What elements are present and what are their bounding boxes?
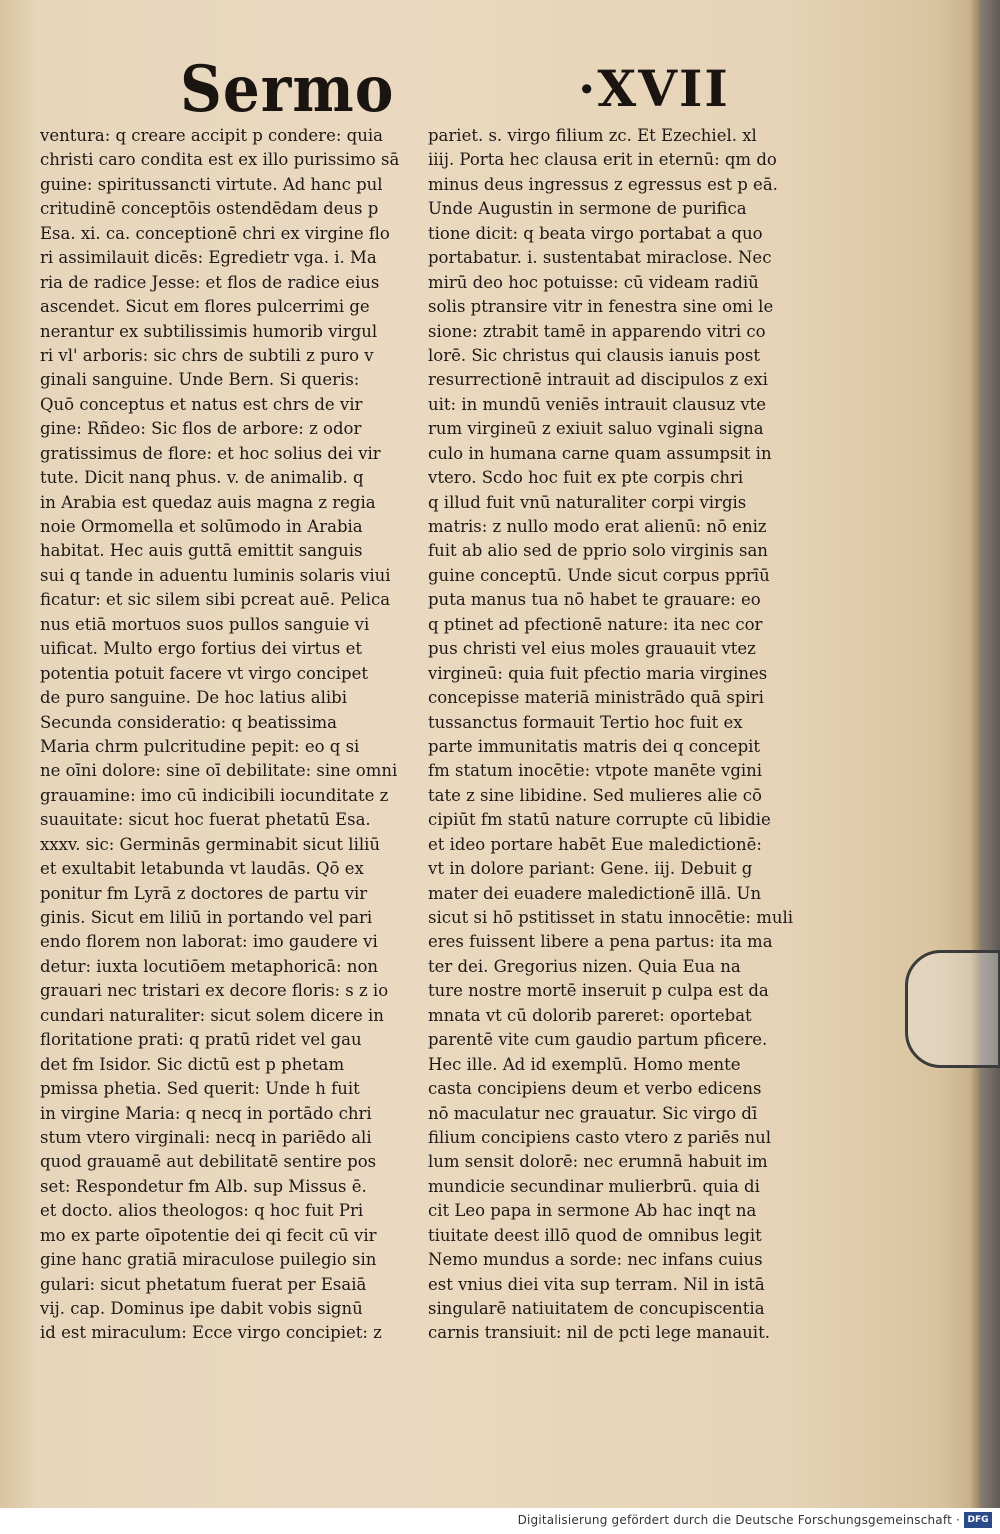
text-line: nerantur ex subtilissimis humorib virgul [40,321,378,341]
text-line: puta manus tua nō habet te grauare: eo [428,590,761,610]
text-line: cundari naturaliter: sicut solem dicere in [40,1005,384,1025]
text-line: est vnius diei vita sup terram. Nil in istā [428,1274,765,1294]
text-line: ventura: q creare accipit p condere: quia [40,126,383,145]
text-line: mnata vt cū dolorib pareret: oportebat [428,1005,752,1025]
text-line: tute. Dicit nanq phus. v. de animalib. q [40,468,364,488]
sermon-number: ·XVII [578,59,730,118]
text-line: casta concipiens deum et verbo edicens [428,1079,762,1099]
text-line: ria de radice Jesse: et flos de radice eius [40,272,380,292]
text-line: tate z sine libidine. Sed mulieres alie cō [428,785,762,805]
text-line: ture nostre mortē inseruit p culpa est da [428,981,769,1001]
text-line: rum virgineū z exiuit saluo vginali signa [428,419,764,439]
text-line: guine conceptū. Unde sicut corpus pprīū [428,565,770,585]
text-line: uit: in mundū veniēs intrauit clausuz vte [428,394,767,414]
text-line: q illud fuit vnū naturaliter corpi virgis [428,492,747,512]
text-line: in virgine Maria: q necq in portādo chri [40,1103,372,1123]
text-line: habitat. Hec auis guttā emittit sanguis [40,541,363,561]
text-line: solis ptransire vitr in fenestra sine omi le [428,297,774,317]
text-line: fuit ab alio sed de pprio solo virginis san [428,541,768,561]
text-line: ri vl' arboris: sic chrs de subtili z puro v [40,345,374,365]
text-line: Maria chrm pulcritudine pepit: eo q si [40,736,360,756]
text-line: virgineū: quia fuit pfectio maria virgines [428,663,768,683]
text-line: cipiūt fm statū nature corrupte cū libidie [428,810,771,830]
text-line: Nemo mundus a sorde: nec infans cuius [428,1250,763,1270]
text-line: Hec ille. Ad id exemplū. Homo mente [428,1054,741,1074]
text-line: Esa. xi. ca. conceptionē chri ex virgine flo [40,223,390,243]
text-line: q ptinet ad pfectionē nature: ita nec cor [428,614,763,634]
text-line: parentē vite cum gaudio partum pficere. [428,1030,768,1050]
text-line: et ideo portare habēt Eue maledictionē: [428,834,762,854]
text-line: uificat. Multo ergo fortius dei virtus et [40,639,362,659]
text-line: de puro sanguine. De hoc latius alibi [40,688,347,708]
text-line: suauitate: sicut hoc fuerat phetatū Esa. [40,810,371,830]
running-head: Sermo [180,51,395,127]
text-line: carnis transiuit: nil de pcti lege manauit. [428,1323,770,1343]
text-line: endo florem non laborat: imo gaudere vi [40,932,378,952]
text-line: christi caro condita est ex illo purissimo sā [40,150,400,170]
text-line: culo in humana carne quam assumpsit in [428,443,772,463]
digitization-footer [0,1508,1000,1534]
text-line: quod grauamē aut debilitatē sentire pos [40,1152,377,1172]
text-line: ginis. Sicut em liliū in portando vel pari [40,908,373,927]
text-line: det fm Isidor. Sic dictū est p phetam [40,1054,345,1074]
text-line: mirū deo hoc potuisse: cū videam radiū [428,272,759,292]
text-line: concepisse materiā ministrādo quā spiri [428,688,764,708]
text-line: in Arabia est quedaz auis magna z regia [40,492,376,512]
text-line: iiij. Porta hec clausa erit in eternū: qm do [428,150,777,170]
text-line: mo ex parte oīpotentie dei qi fecit cū vir [40,1225,377,1245]
text-line: vij. cap. Dominus ipe dabit vobis signū [40,1299,363,1318]
text-line: fm statum inocētie: vtpote manēte vgini [428,761,763,781]
text-line: mater dei euadere maledictionē illā. Un [428,883,762,903]
text-line: pus christi vel eius moles grauauit vtez [428,639,756,659]
right-text-column [428,124,820,1346]
text-line: stum vtero virginali: necq in pariēdo ali [40,1127,372,1147]
text-line: gratissimus de flore: et hoc solius dei vir [40,443,381,463]
text-line: minus deus ingressus z egressus est p eā. [428,174,778,194]
text-line: filium concipiens casto vtero z pariēs nul [428,1127,771,1147]
text-line: ficatur: et sic silem sibi pcreat auē. Pelica [40,590,391,610]
text-line: ter dei. Gregorius nizen. Quia Eua na [428,956,741,976]
text-line: id est miraculum: Ecce virgo concipiet: z [40,1323,382,1343]
text-line: pariet. s. virgo filium zc. Et Ezechiel. xl [428,126,757,145]
text-line: et exultabit letabunda vt laudās. Qō ex [40,859,364,879]
text-line: ponitur fm Lyrā z doctores de partu vir [40,883,368,903]
text-line: grauamine: imo cū indicibili iocunditate z [40,785,389,805]
text-line: gine: Rñdeo: Sic flos de arbore: z odor [40,419,362,439]
text-line: matris: z nullo modo erat alienū: nō eniz [428,517,767,536]
text-line: tiuitate deest illō quod de omnibus legit [428,1225,762,1245]
text-line: lorē. Sic christus qui clausis ianuis post [428,345,760,365]
book-clip [905,950,1000,1068]
funding-note: Digitalisierung gefördert durch die Deutsche Forschungsgemeinschaft · [517,1513,960,1527]
text-line: xxxv. sic: Germinās germinabit sicut liliū [40,834,381,854]
text-line: ginali sanguine. Unde Bern. Si queris: [40,370,360,390]
text-line: guine: spiritussancti virtute. Ad hanc pul [40,174,383,194]
text-line: grauari nec tristari ex decore floris: s z io [40,981,389,1001]
text-line: sui q tande in aduentu luminis solaris viui [40,565,391,585]
text-line: ascendet. Sicut em flores pulcerrimi ge [40,297,370,317]
text-line: singularē natiuitatem de concupiscentia [428,1299,765,1318]
text-line: lum sensit dolorē: nec erumnā habuit im [428,1152,768,1172]
text-line: eres fuissent libere a pena partus: ita ma [428,932,773,952]
text-line: ne oīni dolore: sine oī debilitate: sine omni [40,761,398,781]
text-line: sicut si hō pstitisset in statu innocētie: muli [428,908,794,927]
text-line: mundicie secundinar mulierbrū. quia di [428,1176,760,1196]
text-line: Quō conceptus et natus est chrs de vir [40,394,363,414]
page-header [40,51,940,127]
text-line: nō maculatur nec grauatur. Sic virgo dī [428,1103,758,1123]
text-line: ri assimilauit dicēs: Egredietr vga. i. Ma [40,248,377,268]
left-text-column [40,124,410,1346]
text-line: detur: iuxta locutiōem metaphoricā: non [40,956,379,976]
text-line: nus etiā mortuos suos pullos sanguie vi [40,614,370,634]
text-line: parte immunitatis matris dei q concepit [428,736,761,756]
text-line: potentia potuit facere vt virgo concipet [40,663,368,683]
text-line: set: Respondetur fm Alb. sup Missus ē. [40,1176,367,1196]
text-line: gulari: sicut phetatum fuerat per Esaiā [40,1274,367,1294]
scan-background [980,0,1000,1508]
text-line: cit Leo papa in sermone Ab hac inqt na [428,1201,757,1221]
text-line: tussanctus formauit Tertio hoc fuit ex [428,712,743,732]
text-line: pmissa phetia. Sed querit: Unde h fuit [40,1079,360,1099]
text-line: Secunda consideratio: q beatissima [40,712,338,732]
dfg-logo: DFG [964,1512,992,1528]
text-line: resurrectionē intrauit ad discipulos z exi [428,370,768,390]
text-line: vt in dolore pariant: Gene. iij. Debuit g [428,859,753,879]
text-line: noie Ormomella et solūmodo in Arabia [40,517,363,536]
text-line: vtero. Scdo hoc fuit ex pte corpis chri [428,468,744,488]
text-line: tione dicit: q beata virgo portabat a quo [428,223,763,243]
text-line: Unde Augustin in sermone de purifica [428,199,747,219]
text-line: gine hanc gratiā miraculose puilegio sin [40,1250,377,1270]
text-line: critudinē conceptōis ostendēdam deus p [40,199,379,219]
text-line: portabatur. i. sustentabat miraclose. Nec [428,248,772,268]
text-line: sione: ztrabit tamē in apparendo vitri co [428,321,766,341]
text-line: et docto. alios theologos: q hoc fuit Pri [40,1201,364,1221]
text-line: floritatione prati: q pratū ridet vel gau [40,1030,362,1050]
